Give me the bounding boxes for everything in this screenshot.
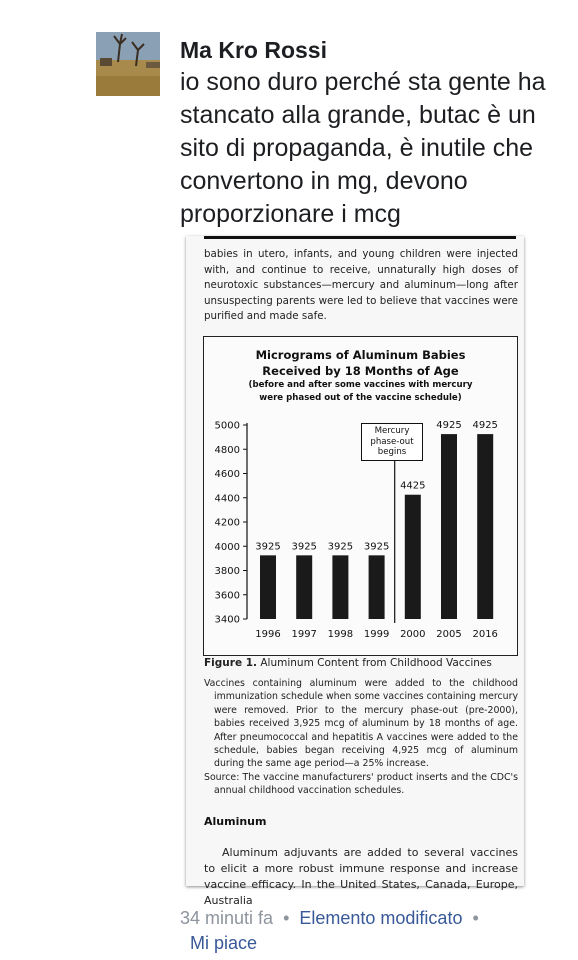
- x-tick-label: 2000: [400, 629, 426, 640]
- callout-line-1: Mercury: [374, 426, 410, 436]
- bar: [296, 555, 312, 619]
- callout-line-2: phase-out: [370, 436, 414, 447]
- separator-dot: •: [283, 908, 290, 928]
- mercury-phase-out-callout: [361, 423, 423, 461]
- bar-chart: [204, 337, 517, 655]
- bar: [260, 555, 276, 619]
- chart-title-line-1: Micrograms of Aluminum Babies: [255, 348, 466, 362]
- x-tick-label: 1999: [363, 629, 390, 640]
- x-tick-label: 2005: [436, 629, 462, 640]
- y-tick-label: 4800: [214, 444, 240, 456]
- edited-link[interactable]: Elemento modificato: [299, 908, 463, 928]
- bar-value-label: 4925: [436, 420, 462, 432]
- chart-subtitle-line-2: were phased out of the vaccine schedule): [259, 393, 462, 403]
- bar-value-label: 4425: [400, 480, 426, 492]
- figure-box: [203, 336, 518, 656]
- bar-value-label: 3925: [255, 541, 281, 553]
- x-tick-label: 2016: [472, 629, 498, 640]
- bar-value-label: 3925: [363, 541, 390, 553]
- chart-subtitle-line-1: (before and after some vaccines with mercury: [248, 380, 473, 390]
- comment-timestamp[interactable]: 34 minuti fa: [180, 908, 274, 928]
- intro-paragraph: babies in utero, infants, and young children were injected with, and continue to receive, unnaturally high doses of neurotoxic substances—mercury and aluminum—long after unsuspecting parents were led to believe that vaccines were purified and made safe.: [204, 248, 518, 323]
- bar: [332, 555, 348, 619]
- y-tick-label: 3600: [214, 590, 240, 602]
- avatar[interactable]: [96, 32, 160, 96]
- figure-caption-text: Aluminum Content from Childhood Vaccines: [257, 657, 492, 669]
- bar: [441, 434, 457, 619]
- bar: [405, 495, 421, 619]
- y-tick-label: 4600: [214, 469, 240, 480]
- avatar-landscape-image: [96, 32, 160, 96]
- figure-label: Figure 1.: [204, 657, 258, 669]
- bar: [477, 434, 493, 619]
- like-link[interactable]: Mi piace: [190, 933, 258, 953]
- bar: [369, 555, 385, 619]
- section-heading: Aluminum: [204, 815, 267, 828]
- comment-image-attachment[interactable]: [186, 236, 524, 907]
- separator-dot: •: [472, 908, 479, 928]
- figure-caption: [204, 656, 518, 670]
- y-tick-label: 4400: [214, 493, 240, 505]
- y-tick-label: 5000: [214, 420, 240, 432]
- bar-value-label: 3925: [327, 541, 354, 553]
- figure-note-vaccines: Vaccines containing aluminum were added to the childhood immunization schedule when some vaccines containing mercury were removed. Prior to the mercury phase-out (pre-2000), babies received 3,925 mcg of aluminum by 18 months of age. After pneumococcal and hepatitis A vaccines were added to the schedule, babies began receiving 4,925 mcg of aluminum during the same age period—a 25% increase.: [204, 678, 518, 770]
- x-tick-label: 1998: [327, 629, 354, 640]
- y-tick-label: 3400: [214, 614, 240, 626]
- callout-line-3: begins: [377, 447, 407, 458]
- chart-title-line-2: Received by 18 Months of Age: [262, 364, 459, 378]
- bar-value-label: 4925: [472, 420, 498, 432]
- comment-text: io sono duro perché sta gente ha stancato alla grande, butac è un sito di propaganda, è inutile che convertono in mg, devono proporzionare i mcg: [180, 68, 546, 228]
- top-rule: [204, 236, 516, 239]
- y-tick-label: 4200: [214, 517, 240, 529]
- figure-note-source: Source: The vaccine manufacturers' product inserts and the CDC's annual childhood vaccination schedules.: [204, 771, 518, 797]
- comment-meta: [180, 905, 489, 931]
- comment-author[interactable]: Ma Kro Rossi: [180, 37, 327, 63]
- y-tick-label: 3800: [214, 566, 240, 577]
- x-tick-label: 1997: [291, 629, 317, 640]
- bar-value-label: 3925: [291, 541, 317, 553]
- figure-notes: [204, 677, 518, 798]
- y-tick-label: 4000: [214, 541, 240, 553]
- x-tick-label: 1996: [255, 629, 281, 640]
- section-body: Aluminum adjuvants are added to several vaccines to elicit a more robust immune response and increase vaccine efficacy. In the United States, Canada, Europe, Australia: [204, 846, 518, 907]
